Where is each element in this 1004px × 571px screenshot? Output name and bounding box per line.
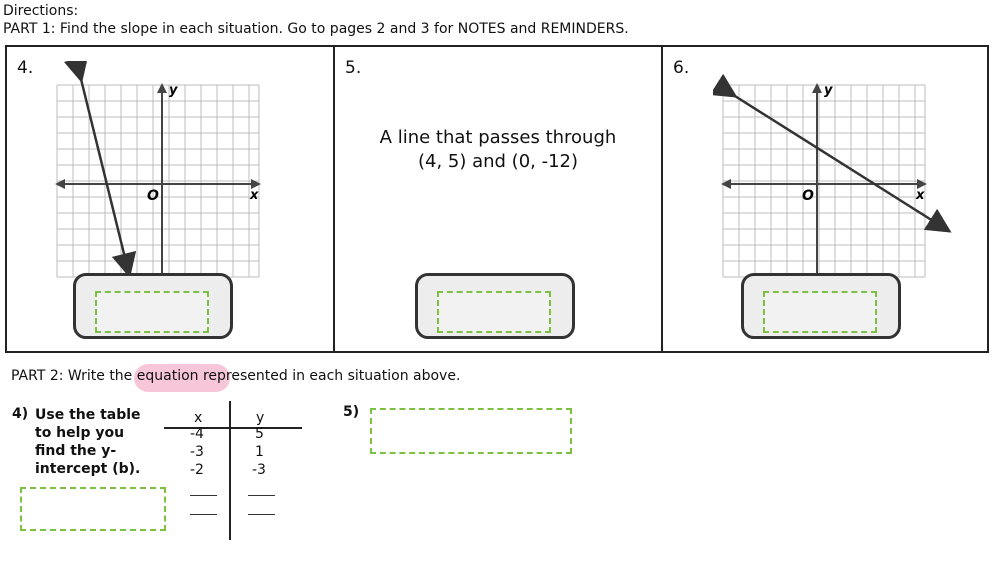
statement-line-2: (4, 5) and (0, -12) (417, 151, 579, 172)
graph-4 (47, 61, 267, 291)
directions-label: Directions: (3, 3, 79, 19)
answer-box-5 (415, 273, 575, 339)
x-axis-label: x (250, 188, 259, 203)
panel-number: 4. (17, 58, 34, 78)
table-cell-x: -2 (190, 462, 204, 478)
table-cell-x: -3 (190, 444, 204, 460)
q5-number: 5) (343, 404, 360, 420)
q4-line-3: find the y- (35, 443, 117, 459)
table-cell-x: -4 (190, 426, 204, 442)
table-vertical-divider (229, 401, 231, 540)
plotted-line (727, 91, 941, 226)
table-header-y: y (256, 410, 265, 426)
answer-input-4[interactable] (95, 291, 209, 333)
panel-6 (663, 47, 987, 351)
part2-heading: PART 2: Write the equation represented in each situation above. (11, 368, 461, 384)
graph-6 (713, 61, 953, 291)
q4-line-4: intercept (b). (35, 461, 141, 477)
part1-instructions: PART 1: Find the slope in each situation. Go to pages 2 and 3 for NOTES and REMINDERS. (3, 21, 629, 37)
q4-number: 4) (12, 406, 29, 422)
panel-5 (335, 47, 663, 351)
grid (723, 85, 925, 277)
q4-line-1: Use the table (35, 407, 141, 423)
blank-line (248, 514, 275, 515)
table-cell-y: -3 (252, 462, 266, 478)
x-axis-label: x (916, 188, 925, 203)
blank-line (190, 495, 217, 496)
blank-line (248, 495, 275, 496)
answer-input-6[interactable] (763, 291, 877, 333)
answer-input-q5[interactable] (370, 408, 572, 454)
answer-input-5[interactable] (437, 291, 551, 333)
q4-line-2: to help you (35, 425, 125, 441)
answer-input-q4[interactable] (20, 487, 166, 531)
table-header-divider (164, 427, 302, 429)
table-cell-y: 1 (255, 444, 264, 460)
blank-line (190, 514, 217, 515)
origin-label: O (802, 188, 814, 204)
table-cell-y: 5 (255, 426, 264, 442)
y-axis-label: y (824, 83, 833, 98)
plotted-line (79, 71, 127, 266)
panel-row (5, 45, 989, 353)
panel-number: 5. (345, 58, 362, 78)
answer-box-6 (741, 273, 901, 339)
panel-number: 6. (673, 58, 690, 78)
table-header-x: x (194, 410, 203, 426)
y-axis-label: y (169, 83, 178, 98)
panel-4 (7, 47, 335, 351)
statement-line-1: A line that passes through (379, 127, 617, 148)
grid (57, 85, 259, 277)
origin-label: O (147, 188, 159, 204)
answer-box-4 (73, 273, 233, 339)
